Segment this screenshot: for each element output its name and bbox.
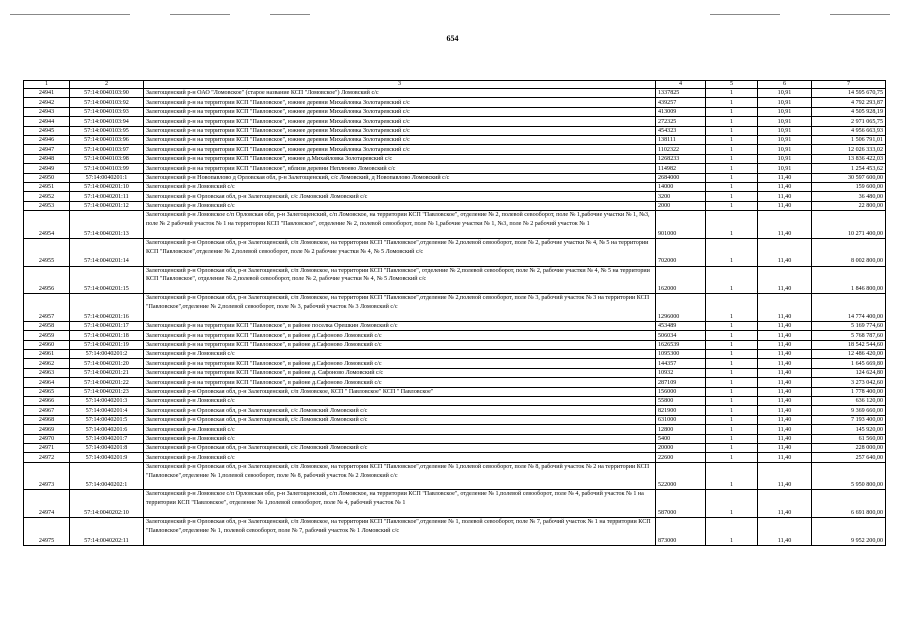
row-number: 24954	[24, 211, 70, 239]
cadastral-number: 57:14:0040103:93	[70, 107, 144, 116]
area-value: 2684000	[656, 173, 706, 182]
cadastral-value: 9 369 660,00	[812, 406, 886, 415]
area-value: 55800	[656, 397, 706, 406]
count-value: 1	[706, 154, 758, 163]
table-row	[24, 173, 886, 182]
row-number: 24975	[24, 518, 70, 546]
cadastral-number: 57:14:0040103:99	[70, 164, 144, 173]
table-row	[24, 201, 886, 210]
unit-price: 10,91	[758, 164, 812, 173]
area-value: 10932	[656, 368, 706, 377]
count-value: 1	[706, 238, 758, 266]
cadastral-value: 14 774 400,00	[812, 294, 886, 322]
row-number: 24965	[24, 387, 70, 396]
cadastral-value: 124 624,80	[812, 368, 886, 377]
row-number: 24956	[24, 266, 70, 294]
cadastral-number: 57:14:0040201:12	[70, 201, 144, 210]
table-row	[24, 406, 886, 415]
table-row	[24, 350, 886, 359]
cadastral-value: 5 950 800,00	[812, 462, 886, 490]
unit-price: 10,91	[758, 126, 812, 135]
location-description: Залегощенский р-н Орловская обл, р-н Залегощенский, с/с Ломовский Ломовский с/с	[144, 406, 656, 415]
area-value: 22600	[656, 453, 706, 462]
table-row	[24, 397, 886, 406]
count-value: 1	[706, 518, 758, 546]
location-description: Залегощенский р-н Ломовский с/с	[144, 434, 656, 443]
location-description: Залегощенский р-н Ломовский с/с	[144, 201, 656, 210]
table-row	[24, 415, 886, 424]
cadastral-number: 57:14:0040201:13	[70, 211, 144, 239]
table-row	[24, 340, 886, 349]
column-header: 2	[70, 81, 144, 89]
unit-price: 11,40	[758, 406, 812, 415]
area-value: 1626539	[656, 340, 706, 349]
count-value: 1	[706, 266, 758, 294]
column-header: 1	[24, 81, 70, 89]
cadastral-number: 57:14:0040201:17	[70, 321, 144, 330]
area-value: 5400	[656, 434, 706, 443]
location-description: Залегощенский р-н Орловская обл, р-н Залегощенский, с/с Ломовский Ломовский с/с	[144, 192, 656, 201]
location-description: Залегощенский р-н Орловская обл, р-н Залегощенский, с/с Ломовский Ломовский с/с	[144, 444, 656, 453]
location-description: Залегощенский р-н Ломовский с/с	[144, 183, 656, 192]
count-value: 1	[706, 340, 758, 349]
table-row	[24, 378, 886, 387]
row-number: 24969	[24, 425, 70, 434]
count-value: 1	[706, 183, 758, 192]
area-value: 2000	[656, 201, 706, 210]
count-value: 1	[706, 444, 758, 453]
cadastral-value: 8 002 800,00	[812, 238, 886, 266]
cadastral-value: 12 026 333,02	[812, 145, 886, 154]
table-row	[24, 107, 886, 116]
cadastral-value: 257 640,00	[812, 453, 886, 462]
area-value: 156000	[656, 387, 706, 396]
cadastral-value: 636 120,00	[812, 397, 886, 406]
cadastral-number: 57:14:0040103:98	[70, 154, 144, 163]
location-description: Залегощенский р-н на территории КСП "Павловское", в районе д.Сафоново Ломовский с/с	[144, 340, 656, 349]
row-number: 24968	[24, 415, 70, 424]
row-number: 24948	[24, 154, 70, 163]
cadastral-value: 5 169 774,60	[812, 321, 886, 330]
area-value: 873000	[656, 518, 706, 546]
area-value: 821900	[656, 406, 706, 415]
cadastral-value: 7 193 400,00	[812, 415, 886, 424]
cadastral-value: 61 560,00	[812, 434, 886, 443]
location-description: Залегощенский р-н Ломовский с/с	[144, 397, 656, 406]
table-row	[24, 490, 886, 518]
unit-price: 11,40	[758, 434, 812, 443]
area-value: 12800	[656, 425, 706, 434]
count-value: 1	[706, 462, 758, 490]
unit-price: 10,91	[758, 145, 812, 154]
count-value: 1	[706, 453, 758, 462]
row-number: 24960	[24, 340, 70, 349]
table-row	[24, 192, 886, 201]
cadastral-value: 14 595 670,75	[812, 89, 886, 98]
unit-price: 11,40	[758, 397, 812, 406]
cadastral-number: 57:14:0040201:11	[70, 192, 144, 201]
cadastral-value: 13 836 422,03	[812, 154, 886, 163]
area-value: 20000	[656, 444, 706, 453]
row-number: 24961	[24, 350, 70, 359]
count-value: 1	[706, 331, 758, 340]
table-row	[24, 164, 886, 173]
cadastral-value: 18 542 544,60	[812, 340, 886, 349]
unit-price: 11,40	[758, 294, 812, 322]
location-description: Залегощенский р-н на территории КСП "Павловское", в районе поселка Орешкин Ломовский с/с	[144, 321, 656, 330]
unit-price: 11,40	[758, 415, 812, 424]
cadastral-value: 1 506 791,01	[812, 136, 886, 145]
location-description: Залегощенский р-н Ломовское с/п Орловская обл, р-н Залегощенский, с/п Ломовское, на территории КСП "Павловское", отделение № 1,полевой севооборот, поле № 4, рабочий участок № 1 на территории КСП "Павловское", отделение № 1,полевой севооборот, поле № 4, рабочий участок № 1	[144, 490, 656, 518]
table-row	[24, 238, 886, 266]
table-row	[24, 266, 886, 294]
cadastral-number: 57:14:0040201:18	[70, 331, 144, 340]
table-row	[24, 98, 886, 107]
table-row	[24, 211, 886, 239]
unit-price: 11,40	[758, 453, 812, 462]
unit-price: 11,40	[758, 192, 812, 201]
cadastral-number: 57:14:0040201:9	[70, 453, 144, 462]
location-description: Залегощенский р-н на территории КСП "Павловское", в районе д.Сафоново Ломовский с/с	[144, 331, 656, 340]
cadastral-number: 57:14:0040201:20	[70, 359, 144, 368]
table-row	[24, 145, 886, 154]
count-value: 1	[706, 145, 758, 154]
header-row	[24, 81, 886, 89]
unit-price: 11,40	[758, 462, 812, 490]
land-register-table	[23, 80, 886, 546]
count-value: 1	[706, 434, 758, 443]
row-number: 24957	[24, 294, 70, 322]
count-value: 1	[706, 378, 758, 387]
column-header: 7	[812, 81, 886, 89]
cadastral-number: 57:14:0040103:92	[70, 98, 144, 107]
cadastral-value: 12 486 420,00	[812, 350, 886, 359]
cadastral-number: 57:14:0040103:90	[70, 89, 144, 98]
location-description: Залегощенский р-н на территории КСП "Павловское", южнее деревни Михайловка Золотаревский с/с	[144, 98, 656, 107]
unit-price: 11,40	[758, 350, 812, 359]
count-value: 1	[706, 359, 758, 368]
count-value: 1	[706, 192, 758, 201]
row-number: 24959	[24, 331, 70, 340]
cadastral-number: 57:14:0040201:15	[70, 266, 144, 294]
cadastral-value: 228 000,00	[812, 444, 886, 453]
area-value: 1268233	[656, 154, 706, 163]
row-number: 24953	[24, 201, 70, 210]
count-value: 1	[706, 126, 758, 135]
location-description: Залегощенский р-н на территории КСП "Павловское", южнее д.Михайловка Золотаревский с/с	[144, 154, 656, 163]
unit-price: 11,40	[758, 340, 812, 349]
count-value: 1	[706, 136, 758, 145]
cadastral-number: 57:14:0040201:19	[70, 340, 144, 349]
row-number: 24942	[24, 98, 70, 107]
location-description: Залегощенский р-н на территории КСП "Павловское", южнее деревни Михайловка Золотаревский с/с	[144, 117, 656, 126]
cadastral-number: 57:14:0040201:7	[70, 434, 144, 443]
row-number: 24955	[24, 238, 70, 266]
cadastral-number: 57:14:0040201:5	[70, 415, 144, 424]
count-value: 1	[706, 350, 758, 359]
area-value: 1337825	[656, 89, 706, 98]
area-value: 14000	[656, 183, 706, 192]
location-description: Залегощенский р-н Орловская обл, р-н Залегощенский, с/п Ломовское, на территории КСП "Павловское", отделение № 2,полевой севооборот, поле № 2, рабочие участки № 4, № 5 на территории КСП "Павловское", отделение № 2,полевой севооборот, поле № 2, рабочие участки № 4, № 5 Ломовский с/с	[144, 266, 656, 294]
location-description: Залегощенский р-н Орловская обл, р-н Залегощенский, с/п Ломовское, на территории КСП "Павловское",отделение № 2,полевой севооборот, поле № 3, рабочий участок № 3 на территории КСП "Павловское",отделение № 2,полевой севооборот, поле № 3, рабочий участок № 3 Ломовский с/с	[144, 294, 656, 322]
scan-artifact-line	[10, 14, 895, 18]
area-value: 272325	[656, 117, 706, 126]
table-row	[24, 434, 886, 443]
unit-price: 11,40	[758, 378, 812, 387]
count-value: 1	[706, 211, 758, 239]
location-description: Залегощенский р-н Орловская обл, р-н Залегощенский, с/п Ломовское, на территории КСП "Павловское",отделение № 1, полевой севооборот, поле № 7, рабочий участок № 1 на территории КСП "Павловское",отделение № 1, полевой севооборот, поле № 7, рабочий участок № 1 Ломовский с/с	[144, 518, 656, 546]
area-value: 901000	[656, 211, 706, 239]
unit-price: 11,40	[758, 238, 812, 266]
unit-price: 11,40	[758, 173, 812, 182]
cadastral-value: 1 645 669,80	[812, 359, 886, 368]
area-value: 522000	[656, 462, 706, 490]
unit-price: 11,40	[758, 490, 812, 518]
unit-price: 11,40	[758, 211, 812, 239]
unit-price: 11,40	[758, 266, 812, 294]
table-row	[24, 425, 886, 434]
count-value: 1	[706, 201, 758, 210]
location-description: Залегощенский р-н на территории КСП "Павловское", южнее деревни Михайловка Золотаревский с/с	[144, 107, 656, 116]
cadastral-number: 57:14:0040103:96	[70, 136, 144, 145]
count-value: 1	[706, 117, 758, 126]
row-number: 24967	[24, 406, 70, 415]
count-value: 1	[706, 397, 758, 406]
count-value: 1	[706, 425, 758, 434]
count-value: 1	[706, 173, 758, 182]
count-value: 1	[706, 387, 758, 396]
area-value: 587000	[656, 490, 706, 518]
cadastral-value: 9 952 200,00	[812, 518, 886, 546]
column-header: 3	[144, 81, 656, 89]
cadastral-number: 57:14:0040201:2	[70, 350, 144, 359]
row-number: 24944	[24, 117, 70, 126]
cadastral-value: 159 600,00	[812, 183, 886, 192]
unit-price: 11,40	[758, 387, 812, 396]
count-value: 1	[706, 294, 758, 322]
cadastral-number: 57:14:0040202:11	[70, 518, 144, 546]
row-number: 24964	[24, 378, 70, 387]
location-description: Залегощенский р-н Орловская обл, р-н Залегощенский, с/с Ломовский Ломовский с/с	[144, 415, 656, 424]
cadastral-number: 57:14:0040201:21	[70, 368, 144, 377]
area-value: 144357	[656, 359, 706, 368]
cadastral-number: 57:14:0040202:10	[70, 490, 144, 518]
cadastral-value: 22 800,00	[812, 201, 886, 210]
area-value: 453489	[656, 321, 706, 330]
table-row	[24, 359, 886, 368]
unit-price: 11,40	[758, 321, 812, 330]
count-value: 1	[706, 321, 758, 330]
area-value: 162000	[656, 266, 706, 294]
row-number: 24962	[24, 359, 70, 368]
area-value: 138111	[656, 136, 706, 145]
table-row	[24, 444, 886, 453]
location-description: Залегощенский р-н Ломовский с/с	[144, 453, 656, 462]
column-header: 6	[758, 81, 812, 89]
count-value: 1	[706, 164, 758, 173]
table-row	[24, 331, 886, 340]
unit-price: 11,40	[758, 444, 812, 453]
count-value: 1	[706, 415, 758, 424]
column-header: 4	[656, 81, 706, 89]
cadastral-value: 4 792 293,87	[812, 98, 886, 107]
cadastral-value: 36 480,00	[812, 192, 886, 201]
cadastral-number: 57:14:0040201:4	[70, 406, 144, 415]
cadastral-value: 1 846 800,00	[812, 266, 886, 294]
row-number: 24963	[24, 368, 70, 377]
location-description: Залегощенский р-н ОАО "Ломовское" (старое название КСП "Ломовское") Ломовский с/с	[144, 89, 656, 98]
unit-price: 10,91	[758, 154, 812, 163]
location-description: Залегощенский р-н на территории КСП "Павловское", в районе д.Сафоново Ломовский с/с	[144, 378, 656, 387]
unit-price: 11,40	[758, 518, 812, 546]
cadastral-number: 57:14:0040201:10	[70, 183, 144, 192]
cadastral-value: 6 691 800,00	[812, 490, 886, 518]
row-number: 24951	[24, 183, 70, 192]
unit-price: 10,91	[758, 89, 812, 98]
table-row	[24, 126, 886, 135]
row-number: 24941	[24, 89, 70, 98]
cadastral-number: 57:14:0040201:6	[70, 425, 144, 434]
area-value: 702000	[656, 238, 706, 266]
row-number: 24946	[24, 136, 70, 145]
cadastral-value: 145 920,00	[812, 425, 886, 434]
location-description: Залегощенский р-н Орловская обл, р-н Залегощенский, с/п Ломовское, на территории КСП "Павловское",отделение № 1,полевой севооборот, поле № 8, рабочий участок № 2 на территории КСП "Павловское",отделение № 1,полевой севооборот, поле № 8, рабочий участок № 2 Ломовский с/с	[144, 462, 656, 490]
row-number: 24971	[24, 444, 70, 453]
unit-price: 10,91	[758, 136, 812, 145]
cadastral-value: 4 956 663,93	[812, 126, 886, 135]
table-row	[24, 89, 886, 98]
unit-price: 11,40	[758, 368, 812, 377]
location-description: Залегощенский р-н на территории КСП "Павловское", вблизи деревни Неплюево Ломовский с/с	[144, 164, 656, 173]
area-value: 1095300	[656, 350, 706, 359]
table-row	[24, 321, 886, 330]
location-description: Залегощенский р-н на территории КСП "Павловское", южнее деревни Михайловка Золотаревский с/с	[144, 136, 656, 145]
cadastral-value: 10 271 400,00	[812, 211, 886, 239]
row-number: 24966	[24, 397, 70, 406]
cadastral-number: 57:14:0040201:22	[70, 378, 144, 387]
row-number: 24974	[24, 490, 70, 518]
count-value: 1	[706, 98, 758, 107]
unit-price: 10,91	[758, 117, 812, 126]
unit-price: 11,40	[758, 331, 812, 340]
cadastral-number: 57:14:0040201:3	[70, 397, 144, 406]
cadastral-value: 1 254 453,62	[812, 164, 886, 173]
location-description: Залегощенский р-н Орловская обл, р-н Залегощенский, с/п Ломовское, КСП " Павловское" КСП " Павловское"	[144, 387, 656, 396]
column-header: 5	[706, 81, 758, 89]
location-description: Залегощенский р-н на территории КСП "Павловское", южнее деревни Михайловка Золотаревский с/с	[144, 145, 656, 154]
table-row	[24, 294, 886, 322]
table-row	[24, 462, 886, 490]
unit-price: 10,91	[758, 107, 812, 116]
table-row	[24, 387, 886, 396]
cadastral-number: 57:14:0040103:94	[70, 117, 144, 126]
cadastral-value: 1 778 400,00	[812, 387, 886, 396]
cadastral-number: 57:14:0040201:1	[70, 173, 144, 182]
row-number: 24947	[24, 145, 70, 154]
unit-price: 10,91	[758, 98, 812, 107]
cadastral-value: 30 597 600,00	[812, 173, 886, 182]
area-value: 506034	[656, 331, 706, 340]
location-description: Залегощенский р-н на территории КСП "Павловское", в районе д. Сафоново Ломовский с/с	[144, 368, 656, 377]
cadastral-number: 57:14:0040201:8	[70, 444, 144, 453]
cadastral-value: 5 768 787,60	[812, 331, 886, 340]
row-number: 24952	[24, 192, 70, 201]
cadastral-number: 57:14:0040201:14	[70, 238, 144, 266]
table-row	[24, 117, 886, 126]
location-description: Залегощенский р-н на территории КСП "Павловское", в районе д.Сафоново Ломовский с/с	[144, 359, 656, 368]
cadastral-number: 57:14:0040201:16	[70, 294, 144, 322]
count-value: 1	[706, 368, 758, 377]
area-value: 439257	[656, 98, 706, 107]
row-number: 24943	[24, 107, 70, 116]
area-value: 114982	[656, 164, 706, 173]
row-number: 24958	[24, 321, 70, 330]
count-value: 1	[706, 89, 758, 98]
unit-price: 11,40	[758, 183, 812, 192]
area-value: 3200	[656, 192, 706, 201]
unit-price: 11,40	[758, 359, 812, 368]
count-value: 1	[706, 490, 758, 518]
table-row	[24, 183, 886, 192]
area-value: 631000	[656, 415, 706, 424]
unit-price: 11,40	[758, 425, 812, 434]
table-row	[24, 453, 886, 462]
area-value: 287109	[656, 378, 706, 387]
cadastral-value: 4 505 928,19	[812, 107, 886, 116]
count-value: 1	[706, 107, 758, 116]
table-row	[24, 518, 886, 546]
row-number: 24973	[24, 462, 70, 490]
row-number: 24950	[24, 173, 70, 182]
location-description: Залегощенский р-н Ломовское с/п Орловская обл, р-н Залегощенский, с/п Ломовское, на территории КСП "Павловское", отделение № 2, полевой севооборот, поле № 1,рабочие участки № 1, №3, поле № 2 рабочий участок № 1 на территории КСП "Павловское", отделение № 2, полевой севооборот, поле № 1,рабочие участки № 1, №3, поле № 2 рабочий участок № 1	[144, 211, 656, 239]
location-description: Залегощенский р-н Ломовский с/с	[144, 425, 656, 434]
cadastral-number: 57:14:0040103:97	[70, 145, 144, 154]
cadastral-number: 57:14:0040202:1	[70, 462, 144, 490]
location-description: Залегощенский р-н Ломовский с/с	[144, 350, 656, 359]
area-value: 413009	[656, 107, 706, 116]
row-number: 24972	[24, 453, 70, 462]
row-number: 24945	[24, 126, 70, 135]
page-number: 654	[446, 34, 459, 43]
count-value: 1	[706, 406, 758, 415]
table-row	[24, 154, 886, 163]
location-description: Залегощенский р-н на территории КСП "Павловское", южнее деревни Михайловка Золотаревский с/с	[144, 126, 656, 135]
location-description: Залегощенский р-н Орловская обл, р-н Залегощенский, с/п Ломовское, на территории КСП "Павловское",отделение № 2,полевой севооборот, поле № 2, рабочие участки № 4, № 5 на территории КСП "Павловское",отделение № 2,полевой севооборот, поле № 2 рабочие участки № 4, № 5 Ломовский с/с	[144, 238, 656, 266]
table-row	[24, 136, 886, 145]
area-value: 1102322	[656, 145, 706, 154]
cadastral-value: 3 273 042,60	[812, 378, 886, 387]
unit-price: 11,40	[758, 201, 812, 210]
cadastral-number: 57:14:0040201:23	[70, 387, 144, 396]
area-value: 454323	[656, 126, 706, 135]
row-number: 24970	[24, 434, 70, 443]
cadastral-value: 2 971 065,75	[812, 117, 886, 126]
row-number: 24949	[24, 164, 70, 173]
table-row	[24, 368, 886, 377]
area-value: 1296000	[656, 294, 706, 322]
location-description: Залегощенский р-н Новопавлово д Орловская обл, р-н Залегощенский, с/с Ломовский, д Новопавлово Ломовский с/с	[144, 173, 656, 182]
cadastral-number: 57:14:0040103:95	[70, 126, 144, 135]
